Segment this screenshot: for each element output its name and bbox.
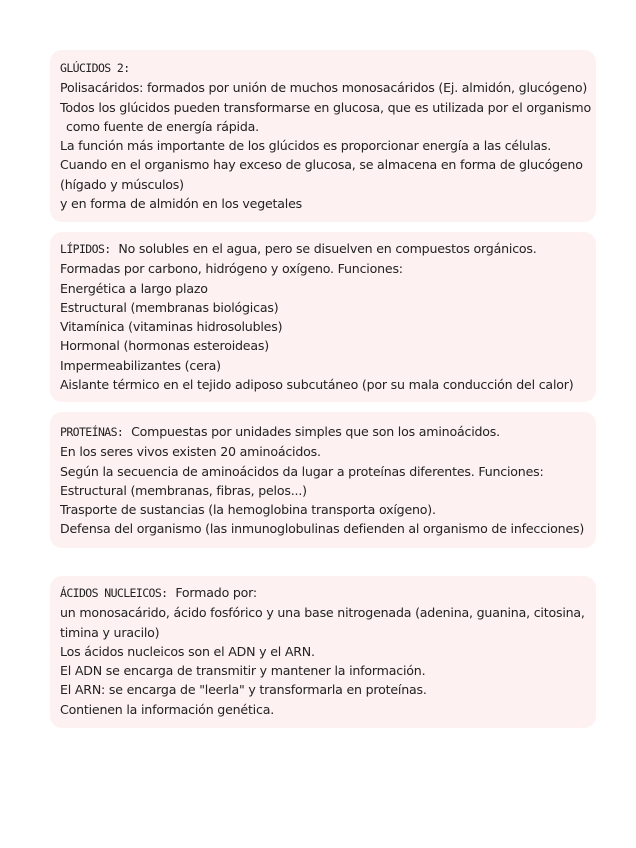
lipidos-line: Energética a largo plazo — [60, 280, 208, 296]
lipidos-first-line: No solubles en el agua, pero se disuelven en compuestos orgánicos. — [118, 241, 537, 256]
glucidos-line: Cuando en el organismo hay exceso de glucosa, se almacena en forma de glucógeno — [60, 157, 583, 173]
glucidos-line: Polisacáridos: formados por unión de muchos monosacáridos (Ej. almidón, glucógeno) — [60, 80, 588, 96]
proteinas-line: Trasporte de sustancias (la hemoglobina transporta oxígeno). — [60, 502, 436, 518]
acidos-line: El ADN se encarga de transmitir y mantener la información. — [60, 663, 426, 679]
acidos-first-line: Formado por: — [175, 585, 257, 600]
lipidos-heading: LÍPIDOS: — [60, 242, 111, 256]
card-glucidos — [50, 50, 596, 222]
acidos-line: un monosacárido, ácido fosfórico y una base nitrogenada (adenina, guanina, citosina, — [60, 605, 585, 621]
lipidos-line: Formadas por carbono, hidrógeno y oxígeno. Funciones: — [60, 261, 403, 277]
acidos-line: Contienen la información genética. — [60, 701, 275, 717]
proteinas-heading: PROTEÍNAS: — [60, 425, 124, 439]
proteinas-heading-line — [60, 422, 586, 442]
proteinas-line: Estructural (membranas, fibras, pelos...) — [60, 482, 307, 498]
glucidos-line: Todos los glúcidos pueden transformarse en glucosa, que es utilizada por el organismo — [60, 99, 591, 115]
lipidos-line: Impermeabilizantes (cera) — [60, 357, 221, 373]
lipidos-line: Estructural (membranas biológicas) — [60, 299, 279, 315]
proteinas-line: Defensa del organismo (las inmunoglobulinas defienden al organismo de infecciones) — [60, 521, 585, 537]
glucidos-heading: GLÚCIDOS 2: — [60, 61, 130, 75]
proteinas-first-line: Compuestas por unidades simples que son los aminoácidos. — [131, 424, 500, 439]
lipidos-line: Hormonal (hormonas esteroideas) — [60, 338, 269, 354]
card-lipidos — [50, 232, 596, 402]
acidos-line: timina y uracilo) — [60, 624, 160, 640]
card-proteinas — [50, 412, 596, 548]
acidos-heading-line — [60, 583, 586, 603]
lipidos-line: Vitamínica (vitaminas hidrosolubles) — [60, 319, 283, 335]
acidos-line: El ARN: se encarga de "leerla" y transformarla en proteínas. — [60, 682, 427, 698]
proteinas-line: Según la secuencia de aminoácidos da lugar a proteínas diferentes. Funciones: — [60, 463, 544, 479]
glucidos-line: La función más importante de los glúcidos es proporcionar energía a las células. — [60, 138, 552, 154]
acidos-line: Los ácidos nucleicos son el ADN y el ARN. — [60, 643, 315, 659]
lipidos-line: Aislante térmico en el tejido adiposo subcutáneo (por su mala conducción del calor) — [60, 377, 574, 393]
glucidos-line: como fuente de energía rápida. — [66, 118, 259, 134]
proteinas-line: En los seres vivos existen 20 aminoácidos. — [60, 444, 321, 460]
glucidos-line: y en forma de almidón en los vegetales — [60, 196, 302, 212]
glucidos-line: (hígado y músculos) — [60, 176, 184, 192]
acidos-heading: ÁCIDOS NUCLEICOS: — [60, 586, 168, 600]
lipidos-heading-line — [60, 239, 586, 259]
glucidos-heading-line — [60, 58, 586, 78]
card-acidos-nucleicos — [50, 576, 596, 728]
